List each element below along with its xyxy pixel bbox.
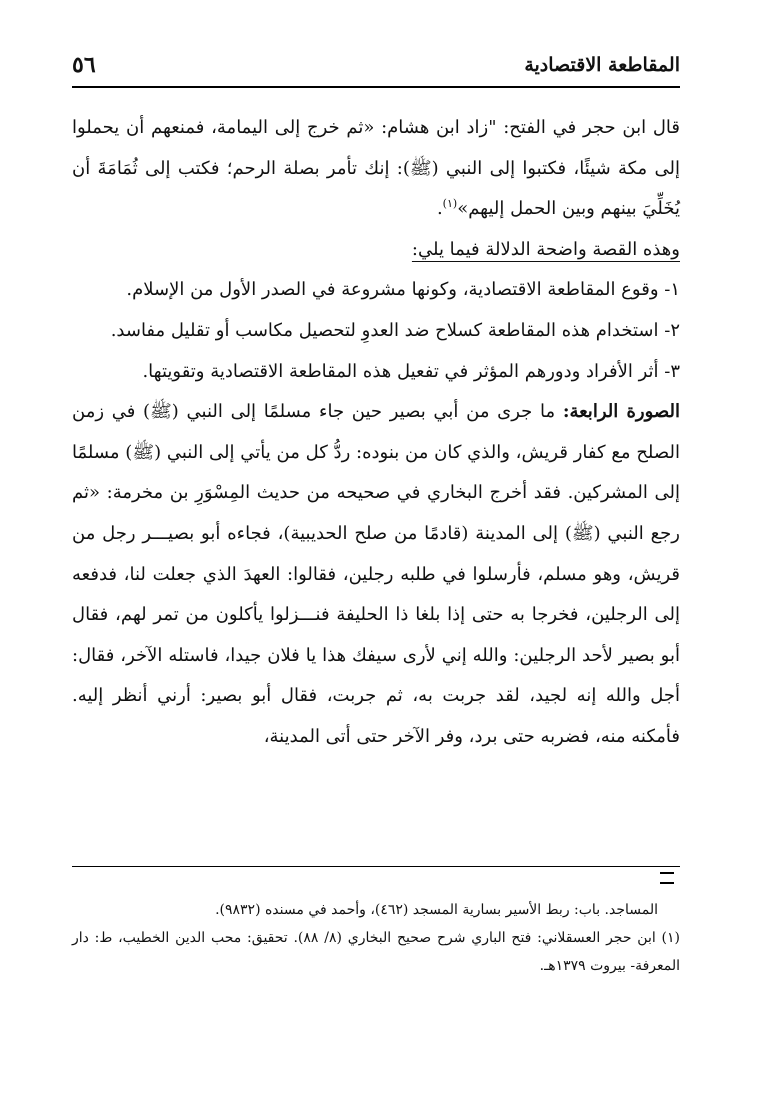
footnote-separator: [72, 866, 680, 867]
paragraph-lessons-intro: [72, 230, 680, 271]
section-lead: الصورة الرابعة:: [562, 401, 680, 423]
lessons-intro-text: وهذه القصة واضحة الدلالة فيما يلي:: [411, 238, 680, 260]
main-text: [72, 108, 680, 758]
header-rule: [72, 86, 680, 88]
footnote-continuation: المساجد. باب: ربط الأسير بسارية المسجد (٤٦٢)، وأحمد في مسنده (٩٨٣٢).: [215, 902, 658, 918]
quote-text: قال ابن حجر في الفتح: "زاد ابن هشام: «ثم خرج إلى اليمامة، فمنعهم أن يحملوا إلى مكة شيئًا، فكتبوا إلى النبي (ﷺ): إنك تأمر بصلة الرحم؛ فكتب إلى ثُمَامَةَ أن يُخَلِّيَ بينهم وبين الحمل إليهم»: [72, 117, 680, 220]
page-number: ٥٦: [72, 52, 96, 78]
abu-basir-text: ما جرى من أبي بصير حين جاء مسلمًا إلى النبي (ﷺ) في زمن الصلح مع كفار قريش، والذي كان من بنوده: ردُّ كل من يأتي إلى النبي (ﷺ) مسلمًا إلى المشركين. فقد أخرج البخاري في صحيحه من حديث المِسْوَرِ بن مخرمة: «ثم رجع النبي (ﷺ) إلى المدينة (قادمًا من صلح الحديبية)، فجاءه أبو بصيـــر رجل من قريش، وهو مسلم، فأرسلوا في طلبه رجلين، فقالوا: العهدَ الذي جعلت لنا، فدفعه إلى الرجلين، فخرجا به حتى إذا بلغا ذا الحليفة فنـــزلوا يأكلون من تمر لهم، فقال أبو بصير لأحد الرجلين: والله إني لأرى سيفك هذا يا فلان جيدا، فاستله الآخر، فقال: أجل والله إنه لجيد، لقد جربت به، ثم جربت، فقال أبو بصير: أرني أنظر إليه. فأمكنه منه، فضربه حتى برد، وفر الآخر حتى أتى المدينة،: [72, 401, 681, 747]
list-item-3: ٣- أثر الأفراد ودورهم المؤثر في تفعيل هذه المقاطعة الاقتصادية وتقويتها.: [142, 360, 680, 382]
chapter-title: المقاطعة الاقتصادية: [524, 54, 680, 76]
footnote-ref-1[interactable]: (١): [442, 197, 458, 211]
running-header: [72, 50, 680, 84]
list-item-2: ٢- استخدام هذه المقاطعة كسلاح ضد العدوِ لتحصيل مكاسب أو تقليل مفاسد.: [110, 319, 680, 341]
continuation-mark: [660, 872, 674, 884]
paragraph-ibn-hajar-quote: [72, 108, 680, 230]
quote-end: .: [436, 198, 443, 220]
paragraph-fourth-image: [72, 392, 680, 757]
footnotes: [72, 896, 680, 980]
footnote-1: (١) ابن حجر العسقلاني: فتح الباري شرح صحيح البخاري (٨/ ٨٨). تحقيق: محب الدين الخطيب، ط: دار المعرفة- بيروت ١٣٧٩هـ.: [72, 930, 680, 974]
list-item-1: ١- وقوع المقاطعة الاقتصادية، وكونها مشروعة في الصدر الأول من الإسلام.: [126, 279, 680, 301]
